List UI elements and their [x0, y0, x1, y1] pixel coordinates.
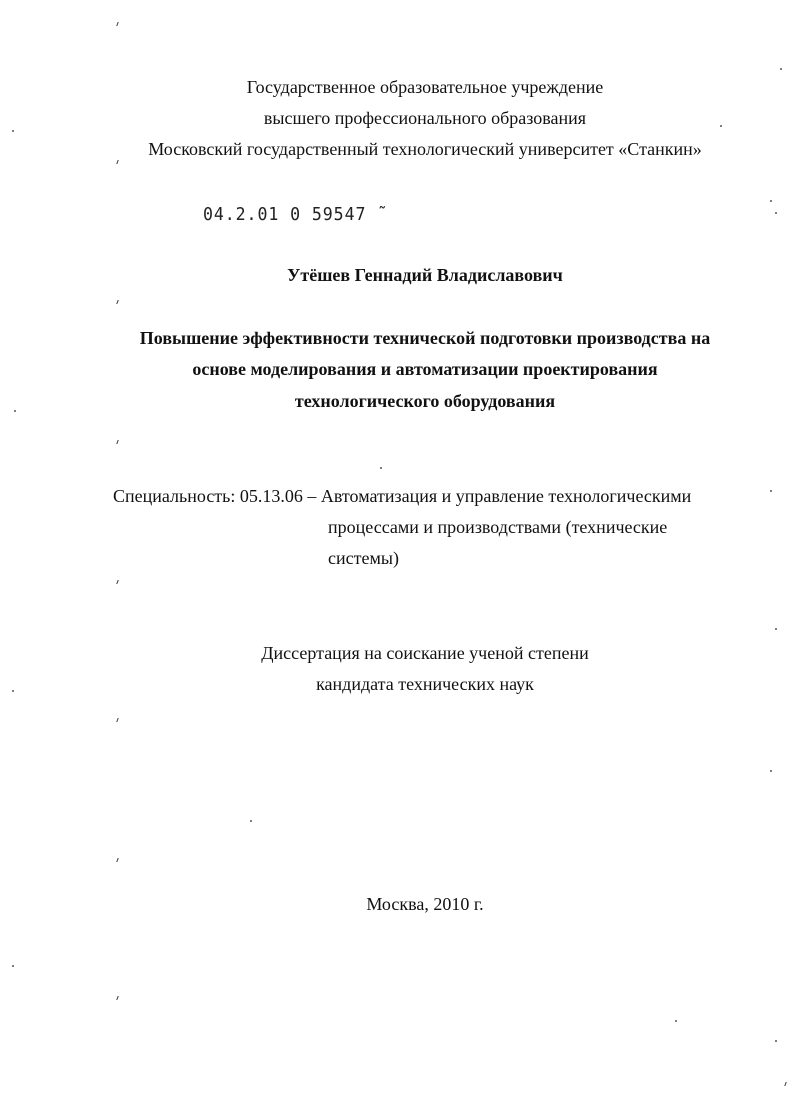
degree-line-1: Диссертация на соискание ученой степени [261, 643, 589, 663]
archive-number-stamp: 04.2.01 0 59547 ˜ [203, 204, 389, 225]
scan-speck [116, 440, 121, 444]
dissertation-title-line-1: Повышение эффективности технической подготовки производства на [139, 328, 711, 348]
scan-speck [775, 628, 777, 630]
scan-speck [780, 68, 782, 70]
scan-speck [12, 690, 14, 692]
scan-speck [250, 820, 252, 822]
scan-speck [12, 965, 14, 967]
scan-speck [770, 490, 772, 492]
scan-speck [775, 212, 777, 214]
scan-speck [116, 718, 121, 722]
scan-speck [116, 160, 121, 164]
scan-speck [116, 858, 121, 862]
specialty-line-1: Специальность: 05.13.06 – Автоматизация и управление технологическими [113, 486, 692, 506]
scan-speck [720, 125, 722, 127]
scan-speck [12, 130, 14, 132]
dissertation-title-line-2: основе моделирования и автоматизации проектирования [192, 359, 658, 379]
institution-line-2: высшего профессионального образования [263, 108, 587, 128]
scan-speck [116, 22, 121, 26]
dissertation-title-line-3: технологического оборудования [294, 391, 556, 411]
degree-line-2: кандидата технических наук [316, 674, 534, 694]
scan-speck [116, 580, 121, 584]
scan-speck [770, 770, 772, 772]
scan-speck [770, 200, 772, 202]
scan-speck [116, 300, 121, 304]
scan-speck [784, 1082, 789, 1086]
scan-speck [14, 410, 16, 412]
institution-line-3: Московский государственный технологический университет «Станкин» [148, 139, 702, 159]
scan-speck [116, 996, 121, 1000]
specialty-line-2: процессами и производствами (технические [328, 517, 668, 537]
scan-speck [775, 1040, 777, 1042]
scan-speck [380, 467, 382, 469]
institution-line-1: Государственное образовательное учреждение [246, 77, 604, 97]
scan-speck [675, 1020, 677, 1022]
place-and-year: Москва, 2010 г. [366, 894, 484, 914]
specialty-line-3: системы) [328, 548, 399, 568]
author-name: Утёшев Геннадий Владиславович [287, 265, 563, 285]
